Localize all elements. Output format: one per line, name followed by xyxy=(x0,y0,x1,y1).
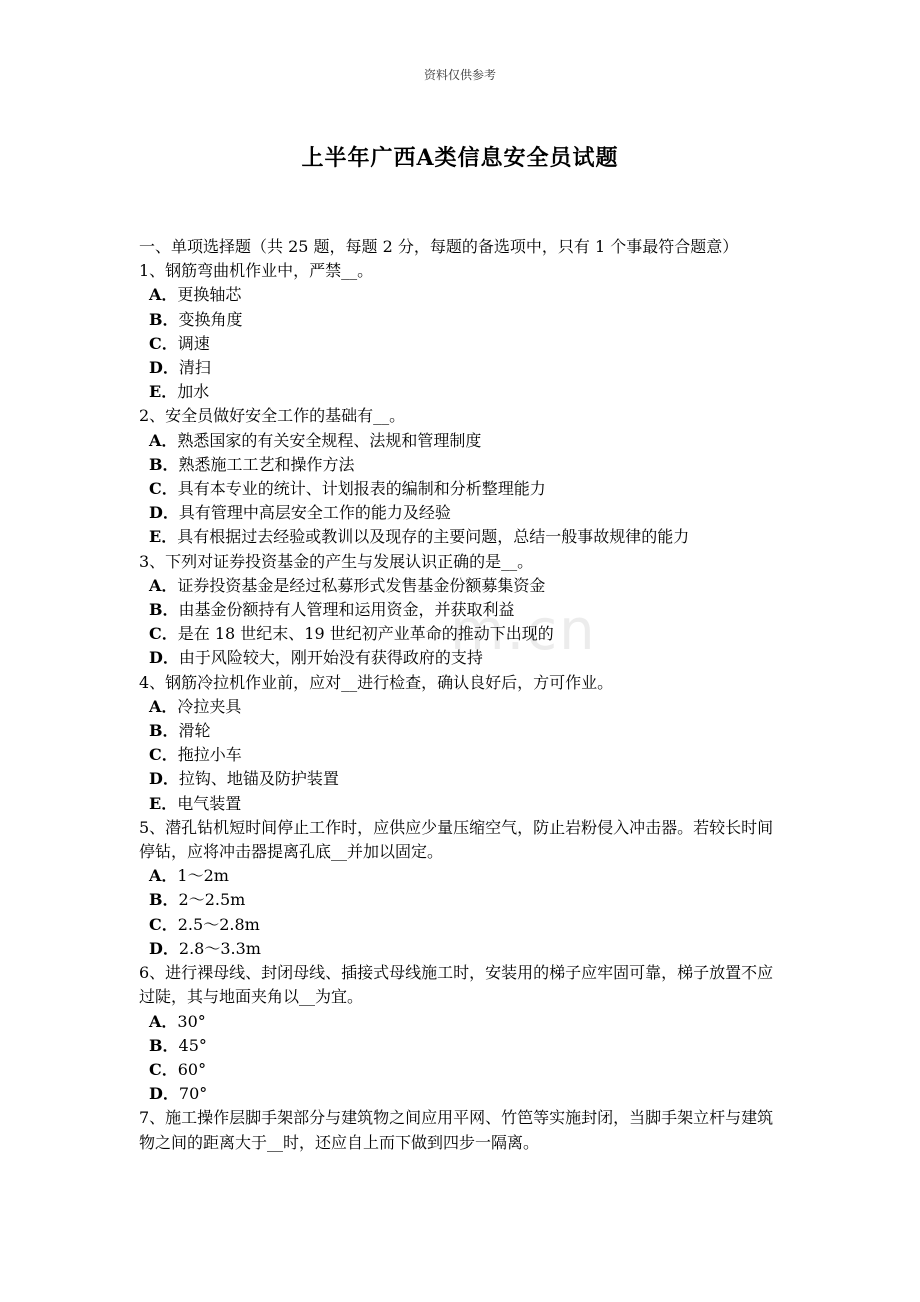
option-letter: E． xyxy=(149,527,178,547)
answer-option xyxy=(139,380,789,404)
option-letter: B． xyxy=(149,890,179,910)
option-text: 证券投资基金是经过私募形式发售基金份额募集资金 xyxy=(177,575,546,595)
option-letter: D． xyxy=(149,648,179,668)
option-text: 30° xyxy=(177,1011,206,1031)
option-letter: E． xyxy=(149,793,178,813)
option-letter: A． xyxy=(149,696,178,716)
answer-option xyxy=(139,937,789,961)
option-text: 具有本专业的统计、计划报表的编制和分析整理能力 xyxy=(177,479,546,499)
answer-option xyxy=(139,695,789,719)
option-text: 冷拉夹具 xyxy=(177,696,242,716)
answer-option xyxy=(139,1082,789,1106)
option-text: 拖拉小车 xyxy=(177,745,242,765)
question-6 xyxy=(139,961,789,1106)
answer-option xyxy=(139,332,789,356)
option-letter: C． xyxy=(149,745,178,765)
option-letter: C． xyxy=(149,914,178,934)
question-7 xyxy=(139,1106,789,1154)
option-letter: D． xyxy=(149,503,179,523)
option-text: 熟悉施工工艺和操作方法 xyxy=(178,454,355,474)
option-text: 变换角度 xyxy=(178,309,243,329)
option-letter: D． xyxy=(149,938,179,958)
watermark: m.cn xyxy=(450,598,597,663)
option-text: 拉钩、地锚及防护装置 xyxy=(178,769,339,789)
option-text: 由基金份额持有人管理和运用资金，并获取利益 xyxy=(178,600,515,620)
answer-option xyxy=(139,743,789,767)
option-text: 更换轴芯 xyxy=(177,285,242,305)
option-letter: C． xyxy=(149,624,178,644)
answer-option xyxy=(139,888,789,912)
section-heading: 一、单项选择题（共 25 题，每题 2 分，每题的备选项中，只有 1 个事最符合题意） xyxy=(139,237,739,256)
answer-option xyxy=(139,1010,789,1034)
option-text: 70° xyxy=(178,1084,208,1104)
option-letter: B． xyxy=(149,721,179,741)
option-text: 60° xyxy=(177,1059,207,1079)
answer-option xyxy=(139,864,789,888)
option-text: 电气装置 xyxy=(177,793,242,813)
option-text: 2.8～3.3m xyxy=(178,938,261,958)
option-letter: A． xyxy=(149,285,178,305)
question-stem: 6、进行裸母线、封闭母线、插接式母线施工时，安装用的梯子应牢固可靠，梯子放置不应过陡，其与地面夹角以__为宜。 xyxy=(139,963,774,1007)
option-letter: D． xyxy=(149,769,179,789)
answer-option xyxy=(139,622,789,646)
option-text: 1～2m xyxy=(177,866,229,886)
option-letter: B． xyxy=(149,454,179,474)
answer-option xyxy=(139,792,789,816)
option-letter: A． xyxy=(149,866,178,886)
answer-option xyxy=(139,356,789,380)
option-text: 熟悉国家的有关安全规程、法规和管理制度 xyxy=(177,430,482,450)
option-text: 是在 18 世纪末、19 世纪初产业革命的推动下出现的 xyxy=(177,624,554,644)
question-3 xyxy=(139,550,789,671)
question-stem: 5、潜孔钻机短时间停止工作时，应供应少量压缩空气，防止岩粉侵入冲击器。若较长时间停钻，应将冲击器提离孔底__并加以固定。 xyxy=(139,817,774,862)
question-stem: 1、钢筋弯曲机作业中，严禁__。 xyxy=(139,261,374,281)
option-text: 由于风险较大，刚开始没有获得政府的支持 xyxy=(178,648,483,668)
option-letter: E． xyxy=(149,382,178,402)
option-text: 2.5～2.8m xyxy=(177,914,260,934)
answer-option xyxy=(139,1058,789,1082)
option-letter: A． xyxy=(149,430,178,450)
option-letter: D． xyxy=(149,1084,179,1104)
answer-option xyxy=(139,429,789,453)
answer-option xyxy=(139,1034,789,1058)
option-text: 具有管理中高层安全工作的能力及经验 xyxy=(178,503,451,523)
answer-option xyxy=(139,598,789,622)
question-2 xyxy=(139,404,789,549)
page-title: 上半年广西A类信息安全员试题 xyxy=(301,145,619,171)
question-stem: 7、施工操作层脚手架部分与建筑物之间应用平网、竹笆等实施封闭，当脚手架立杆与建筑物之间的距离大于__时，还应自上而下做到四步一隔离。 xyxy=(139,1108,774,1152)
answer-option xyxy=(139,525,789,549)
question-stem: 4、钢筋冷拉机作业前，应对__进行检查，确认良好后，方可作业。 xyxy=(139,672,614,692)
question-stem: 2、安全员做好安全工作的基础有__。 xyxy=(139,406,406,426)
option-letter: C． xyxy=(149,1059,178,1079)
question-5 xyxy=(139,816,789,961)
answer-option xyxy=(139,646,789,670)
option-letter: B． xyxy=(149,600,179,620)
question-stem: 3、下列对证券投资基金的产生与发展认识正确的是__。 xyxy=(139,551,534,571)
option-text: 清扫 xyxy=(178,358,211,378)
option-text: 调速 xyxy=(177,333,210,353)
option-letter: D． xyxy=(149,358,179,378)
option-letter: A． xyxy=(149,1011,178,1031)
answer-option xyxy=(139,477,789,501)
answer-option xyxy=(139,913,789,937)
option-text: 45° xyxy=(178,1035,207,1055)
document-body xyxy=(139,235,789,1155)
option-letter: B． xyxy=(149,1035,179,1055)
answer-option xyxy=(139,453,789,477)
question-4 xyxy=(139,671,789,816)
answer-option xyxy=(139,283,789,307)
answer-option xyxy=(139,574,789,598)
option-letter: B． xyxy=(149,309,179,329)
answer-option xyxy=(139,308,789,332)
question-list xyxy=(139,259,789,1155)
option-letter: C． xyxy=(149,479,178,499)
question-1 xyxy=(139,259,789,404)
option-letter: C． xyxy=(149,333,178,353)
header-note: 资料仅供参考 xyxy=(423,68,496,82)
option-text: 2～2.5m xyxy=(178,890,246,910)
option-text: 具有根据过去经验或教训以及现存的主要问题，总结一般事故规律的能力 xyxy=(177,527,690,547)
answer-option xyxy=(139,501,789,525)
answer-option xyxy=(139,719,789,743)
answer-option xyxy=(139,767,789,791)
option-text: 滑轮 xyxy=(178,721,211,741)
option-text: 加水 xyxy=(177,382,210,402)
option-letter: A． xyxy=(149,575,178,595)
